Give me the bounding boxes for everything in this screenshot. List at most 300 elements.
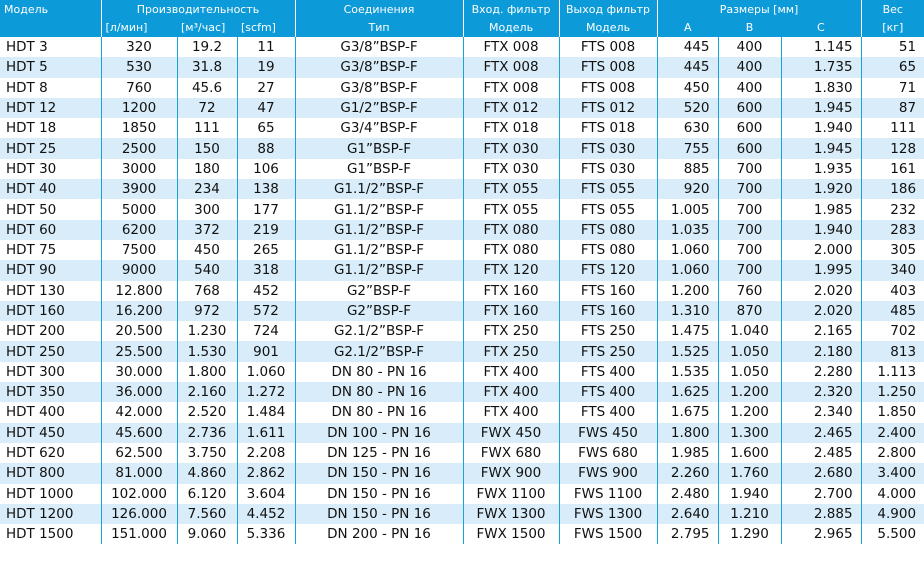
cell-outlet-filter: FTS 080 — [559, 220, 657, 240]
cell-flow-m3h: 1.230 — [177, 321, 237, 341]
cell-flow-scfm: 1.272 — [237, 382, 295, 402]
cell-dim-c: 1.935 — [781, 159, 861, 179]
cell-outlet-filter: FTS 160 — [559, 301, 657, 321]
cell-flow-m3h: 2.736 — [177, 423, 237, 443]
cell-flow-lmin: 3000 — [101, 159, 177, 179]
cell-dim-c: 2.965 — [781, 524, 861, 544]
cell-dim-c: 1.830 — [781, 78, 861, 98]
table-row — [0, 423, 924, 443]
col-subheader-inlet-model: Модель — [463, 19, 559, 37]
cell-model: HDT 18 — [0, 118, 101, 138]
cell-flow-scfm: 219 — [237, 220, 295, 240]
cell-dim-a: 920 — [657, 179, 718, 199]
table-row — [0, 463, 924, 483]
cell-flow-scfm: 1.060 — [237, 362, 295, 382]
table-row — [0, 281, 924, 301]
cell-model: HDT 160 — [0, 301, 101, 321]
cell-outlet-filter: FTS 400 — [559, 362, 657, 382]
cell-dim-a: 2.260 — [657, 463, 718, 483]
cell-weight: 186 — [861, 179, 924, 199]
cell-connection: G1”BSP-F — [295, 159, 463, 179]
cell-connection: G2.1/2”BSP-F — [295, 321, 463, 341]
cell-dim-c: 1.985 — [781, 199, 861, 219]
cell-connection: G1.1/2”BSP-F — [295, 179, 463, 199]
cell-dim-b: 1.760 — [718, 463, 781, 483]
cell-flow-lmin: 102.000 — [101, 484, 177, 504]
cell-outlet-filter: FWS 1500 — [559, 524, 657, 544]
cell-inlet-filter: FTX 008 — [463, 37, 559, 57]
cell-flow-m3h: 300 — [177, 199, 237, 219]
cell-flow-lmin: 25.500 — [101, 341, 177, 361]
cell-dim-c: 1.735 — [781, 57, 861, 77]
cell-connection: DN 150 - PN 16 — [295, 463, 463, 483]
cell-model: HDT 130 — [0, 281, 101, 301]
cell-connection: G3/8”BSP-F — [295, 57, 463, 77]
cell-dim-c: 1.995 — [781, 260, 861, 280]
cell-model: HDT 620 — [0, 443, 101, 463]
cell-flow-m3h: 72 — [177, 98, 237, 118]
cell-dim-a: 1.985 — [657, 443, 718, 463]
cell-inlet-filter: FTX 008 — [463, 78, 559, 98]
cell-weight: 403 — [861, 281, 924, 301]
cell-outlet-filter: FTS 055 — [559, 199, 657, 219]
cell-dim-c: 1.940 — [781, 220, 861, 240]
cell-weight: 3.400 — [861, 463, 924, 483]
cell-dim-a: 1.200 — [657, 281, 718, 301]
cell-flow-scfm: 265 — [237, 240, 295, 260]
cell-flow-lmin: 6200 — [101, 220, 177, 240]
cell-flow-m3h: 180 — [177, 159, 237, 179]
cell-weight: 128 — [861, 138, 924, 158]
col-subheader-dim-c: C — [781, 19, 861, 37]
cell-weight: 485 — [861, 301, 924, 321]
cell-connection: DN 200 - PN 16 — [295, 524, 463, 544]
cell-connection: G3/8”BSP-F — [295, 78, 463, 98]
cell-weight: 232 — [861, 199, 924, 219]
col-header-weight: Вес — [861, 0, 924, 19]
cell-outlet-filter: FTS 120 — [559, 260, 657, 280]
cell-connection: DN 80 - PN 16 — [295, 382, 463, 402]
cell-connection: DN 100 - PN 16 — [295, 423, 463, 443]
cell-outlet-filter: FTS 008 — [559, 57, 657, 77]
cell-inlet-filter: FWX 1500 — [463, 524, 559, 544]
cell-flow-m3h: 150 — [177, 138, 237, 158]
table-row — [0, 260, 924, 280]
cell-dim-b: 1.200 — [718, 402, 781, 422]
cell-model: HDT 75 — [0, 240, 101, 260]
col-header-model: Модель — [0, 0, 101, 19]
cell-dim-b: 700 — [718, 159, 781, 179]
cell-outlet-filter: FTS 160 — [559, 281, 657, 301]
cell-model: HDT 50 — [0, 199, 101, 219]
cell-flow-lmin: 2500 — [101, 138, 177, 158]
cell-dim-b: 600 — [718, 98, 781, 118]
cell-dim-c: 2.340 — [781, 402, 861, 422]
cell-inlet-filter: FTX 008 — [463, 57, 559, 77]
cell-dim-c: 2.000 — [781, 240, 861, 260]
col-header-dimensions: Размеры [мм] — [657, 0, 861, 19]
cell-inlet-filter: FTX 018 — [463, 118, 559, 138]
cell-connection: DN 80 - PN 16 — [295, 402, 463, 422]
cell-dim-a: 520 — [657, 98, 718, 118]
cell-flow-scfm: 901 — [237, 341, 295, 361]
cell-dim-b: 600 — [718, 138, 781, 158]
cell-inlet-filter: FWX 1300 — [463, 504, 559, 524]
cell-dim-b: 400 — [718, 37, 781, 57]
cell-model: HDT 450 — [0, 423, 101, 443]
cell-flow-scfm: 106 — [237, 159, 295, 179]
cell-dim-a: 885 — [657, 159, 718, 179]
cell-inlet-filter: FTX 160 — [463, 301, 559, 321]
table-row — [0, 362, 924, 382]
cell-model: HDT 90 — [0, 260, 101, 280]
table-row — [0, 118, 924, 138]
cell-flow-lmin: 45.600 — [101, 423, 177, 443]
cell-flow-scfm: 724 — [237, 321, 295, 341]
cell-weight: 1.850 — [861, 402, 924, 422]
cell-flow-lmin: 62.500 — [101, 443, 177, 463]
cell-flow-lmin: 7500 — [101, 240, 177, 260]
cell-weight: 283 — [861, 220, 924, 240]
cell-weight: 65 — [861, 57, 924, 77]
cell-weight: 2.800 — [861, 443, 924, 463]
cell-flow-lmin: 1200 — [101, 98, 177, 118]
cell-model: HDT 8 — [0, 78, 101, 98]
cell-model: HDT 30 — [0, 159, 101, 179]
cell-outlet-filter: FTS 250 — [559, 341, 657, 361]
cell-dim-b: 700 — [718, 260, 781, 280]
table-row — [0, 98, 924, 118]
cell-connection: G1/2”BSP-F — [295, 98, 463, 118]
cell-flow-lmin: 36.000 — [101, 382, 177, 402]
cell-flow-lmin: 530 — [101, 57, 177, 77]
cell-flow-m3h: 6.120 — [177, 484, 237, 504]
cell-weight: 2.400 — [861, 423, 924, 443]
cell-dim-b: 600 — [718, 118, 781, 138]
cell-inlet-filter: FTX 080 — [463, 240, 559, 260]
cell-dim-b: 1.290 — [718, 524, 781, 544]
cell-outlet-filter: FTS 250 — [559, 321, 657, 341]
cell-inlet-filter: FTX 055 — [463, 179, 559, 199]
col-header-inlet-filter: Вход. фильтр — [463, 0, 559, 19]
cell-dim-b: 1.210 — [718, 504, 781, 524]
cell-dim-b: 400 — [718, 57, 781, 77]
cell-connection: DN 150 - PN 16 — [295, 504, 463, 524]
cell-dim-c: 1.945 — [781, 138, 861, 158]
cell-connection: DN 125 - PN 16 — [295, 443, 463, 463]
cell-outlet-filter: FTS 030 — [559, 138, 657, 158]
cell-weight: 305 — [861, 240, 924, 260]
table-row — [0, 37, 924, 57]
cell-dim-c: 1.920 — [781, 179, 861, 199]
cell-flow-m3h: 768 — [177, 281, 237, 301]
table-row — [0, 301, 924, 321]
cell-flow-scfm: 138 — [237, 179, 295, 199]
cell-flow-m3h: 1.800 — [177, 362, 237, 382]
cell-dim-a: 1.005 — [657, 199, 718, 219]
table-row — [0, 321, 924, 341]
cell-flow-lmin: 30.000 — [101, 362, 177, 382]
cell-dim-b: 700 — [718, 179, 781, 199]
cell-flow-scfm: 572 — [237, 301, 295, 321]
cell-flow-scfm: 4.452 — [237, 504, 295, 524]
cell-inlet-filter: FTX 250 — [463, 341, 559, 361]
cell-inlet-filter: FTX 400 — [463, 362, 559, 382]
cell-flow-lmin: 20.500 — [101, 321, 177, 341]
cell-dim-c: 2.485 — [781, 443, 861, 463]
cell-flow-m3h: 111 — [177, 118, 237, 138]
cell-model: HDT 1500 — [0, 524, 101, 544]
cell-connection: G1.1/2”BSP-F — [295, 199, 463, 219]
cell-connection: G2”BSP-F — [295, 281, 463, 301]
cell-outlet-filter: FWS 450 — [559, 423, 657, 443]
cell-flow-scfm: 2.208 — [237, 443, 295, 463]
cell-dim-c: 2.165 — [781, 321, 861, 341]
cell-dim-c: 2.680 — [781, 463, 861, 483]
cell-connection: G3/8”BSP-F — [295, 37, 463, 57]
cell-connection: G2”BSP-F — [295, 301, 463, 321]
cell-dim-c: 2.180 — [781, 341, 861, 361]
col-subheader-kg: [кг] — [861, 19, 924, 37]
cell-model: HDT 40 — [0, 179, 101, 199]
cell-flow-m3h: 4.860 — [177, 463, 237, 483]
cell-dim-a: 1.310 — [657, 301, 718, 321]
cell-dim-a: 445 — [657, 57, 718, 77]
cell-inlet-filter: FTX 030 — [463, 138, 559, 158]
cell-flow-m3h: 9.060 — [177, 524, 237, 544]
cell-inlet-filter: FTX 160 — [463, 281, 559, 301]
cell-outlet-filter: FTS 055 — [559, 179, 657, 199]
cell-dim-a: 1.625 — [657, 382, 718, 402]
cell-flow-scfm: 88 — [237, 138, 295, 158]
col-subheader-lmin: [л/мин] — [101, 19, 177, 37]
table-row — [0, 159, 924, 179]
cell-flow-lmin: 3900 — [101, 179, 177, 199]
table-row — [0, 504, 924, 524]
col-subheader-model — [0, 19, 101, 37]
cell-flow-scfm: 65 — [237, 118, 295, 138]
cell-dim-c: 2.885 — [781, 504, 861, 524]
cell-dim-c: 2.020 — [781, 301, 861, 321]
cell-dim-b: 870 — [718, 301, 781, 321]
cell-inlet-filter: FWX 680 — [463, 443, 559, 463]
cell-dim-c: 1.945 — [781, 98, 861, 118]
cell-dim-c: 2.700 — [781, 484, 861, 504]
cell-inlet-filter: FTX 250 — [463, 321, 559, 341]
cell-flow-m3h: 972 — [177, 301, 237, 321]
cell-flow-m3h: 31.8 — [177, 57, 237, 77]
cell-flow-scfm: 27 — [237, 78, 295, 98]
cell-dim-b: 700 — [718, 199, 781, 219]
cell-inlet-filter: FWX 1100 — [463, 484, 559, 504]
cell-weight: 5.500 — [861, 524, 924, 544]
cell-connection: G1.1/2”BSP-F — [295, 220, 463, 240]
cell-flow-scfm: 177 — [237, 199, 295, 219]
cell-flow-lmin: 151.000 — [101, 524, 177, 544]
cell-flow-m3h: 2.160 — [177, 382, 237, 402]
col-subheader-scfm: [scfm] — [237, 19, 295, 37]
cell-inlet-filter: FTX 055 — [463, 199, 559, 219]
cell-flow-lmin: 5000 — [101, 199, 177, 219]
cell-flow-scfm: 47 — [237, 98, 295, 118]
table-row — [0, 524, 924, 544]
cell-dim-b: 1.600 — [718, 443, 781, 463]
cell-connection: G2.1/2”BSP-F — [295, 341, 463, 361]
cell-dim-c: 2.280 — [781, 362, 861, 382]
col-header-outlet-filter: Выход фильтр — [559, 0, 657, 19]
table-header — [0, 0, 924, 37]
cell-flow-lmin: 320 — [101, 37, 177, 57]
cell-dim-a: 1.800 — [657, 423, 718, 443]
header-row-main — [0, 0, 924, 19]
cell-dim-b: 760 — [718, 281, 781, 301]
cell-outlet-filter: FTS 400 — [559, 382, 657, 402]
table-row — [0, 138, 924, 158]
cell-flow-scfm: 452 — [237, 281, 295, 301]
table-body — [0, 37, 924, 544]
cell-flow-lmin: 9000 — [101, 260, 177, 280]
cell-model: HDT 12 — [0, 98, 101, 118]
cell-flow-lmin: 81.000 — [101, 463, 177, 483]
cell-model: HDT 3 — [0, 37, 101, 57]
table-row — [0, 341, 924, 361]
table-row — [0, 484, 924, 504]
cell-dim-b: 1.300 — [718, 423, 781, 443]
cell-outlet-filter: FTS 030 — [559, 159, 657, 179]
cell-outlet-filter: FTS 012 — [559, 98, 657, 118]
cell-dim-c: 2.465 — [781, 423, 861, 443]
cell-outlet-filter: FTS 080 — [559, 240, 657, 260]
cell-outlet-filter: FWS 1300 — [559, 504, 657, 524]
cell-dim-a: 1.475 — [657, 321, 718, 341]
cell-dim-a: 445 — [657, 37, 718, 57]
cell-weight: 4.900 — [861, 504, 924, 524]
cell-flow-scfm: 1.484 — [237, 402, 295, 422]
cell-dim-b: 700 — [718, 240, 781, 260]
cell-model: HDT 800 — [0, 463, 101, 483]
cell-model: HDT 300 — [0, 362, 101, 382]
cell-flow-m3h: 3.750 — [177, 443, 237, 463]
table-row — [0, 402, 924, 422]
cell-outlet-filter: FWS 900 — [559, 463, 657, 483]
cell-flow-m3h: 19.2 — [177, 37, 237, 57]
col-subheader-m3h: [м³/час] — [177, 19, 237, 37]
table-row — [0, 240, 924, 260]
cell-dim-a: 1.035 — [657, 220, 718, 240]
cell-dim-a: 1.060 — [657, 240, 718, 260]
table-row — [0, 179, 924, 199]
cell-connection: G1”BSP-F — [295, 138, 463, 158]
cell-dim-b: 1.940 — [718, 484, 781, 504]
cell-dim-a: 755 — [657, 138, 718, 158]
cell-outlet-filter: FTS 018 — [559, 118, 657, 138]
cell-weight: 71 — [861, 78, 924, 98]
cell-model: HDT 5 — [0, 57, 101, 77]
cell-flow-scfm: 11 — [237, 37, 295, 57]
cell-dim-b: 1.200 — [718, 382, 781, 402]
cell-weight: 340 — [861, 260, 924, 280]
cell-dim-c: 2.320 — [781, 382, 861, 402]
cell-flow-m3h: 2.520 — [177, 402, 237, 422]
cell-flow-scfm: 3.604 — [237, 484, 295, 504]
cell-dim-c: 1.145 — [781, 37, 861, 57]
cell-dim-b: 1.040 — [718, 321, 781, 341]
cell-flow-lmin: 126.000 — [101, 504, 177, 524]
cell-flow-scfm: 2.862 — [237, 463, 295, 483]
cell-weight: 702 — [861, 321, 924, 341]
cell-dim-a: 1.060 — [657, 260, 718, 280]
table-row — [0, 57, 924, 77]
cell-flow-m3h: 372 — [177, 220, 237, 240]
cell-weight: 51 — [861, 37, 924, 57]
cell-inlet-filter: FTX 120 — [463, 260, 559, 280]
cell-inlet-filter: FTX 400 — [463, 382, 559, 402]
cell-model: HDT 1000 — [0, 484, 101, 504]
cell-model: HDT 250 — [0, 341, 101, 361]
cell-model: HDT 25 — [0, 138, 101, 158]
cell-connection: G1.1/2”BSP-F — [295, 240, 463, 260]
cell-inlet-filter: FTX 400 — [463, 402, 559, 422]
cell-model: HDT 1200 — [0, 504, 101, 524]
cell-dim-b: 400 — [718, 78, 781, 98]
cell-flow-lmin: 42.000 — [101, 402, 177, 422]
cell-dim-a: 1.675 — [657, 402, 718, 422]
cell-connection: DN 150 - PN 16 — [295, 484, 463, 504]
cell-flow-lmin: 1850 — [101, 118, 177, 138]
cell-flow-m3h: 234 — [177, 179, 237, 199]
cell-dim-a: 450 — [657, 78, 718, 98]
cell-outlet-filter: FTS 008 — [559, 37, 657, 57]
table-row — [0, 78, 924, 98]
cell-inlet-filter: FTX 012 — [463, 98, 559, 118]
cell-dim-b: 1.050 — [718, 341, 781, 361]
cell-outlet-filter: FTS 008 — [559, 78, 657, 98]
table-row — [0, 199, 924, 219]
cell-inlet-filter: FWX 900 — [463, 463, 559, 483]
cell-dim-b: 700 — [718, 220, 781, 240]
cell-weight: 161 — [861, 159, 924, 179]
cell-weight: 4.000 — [861, 484, 924, 504]
cell-dim-c: 2.020 — [781, 281, 861, 301]
cell-model: HDT 200 — [0, 321, 101, 341]
table-row — [0, 443, 924, 463]
cell-flow-scfm: 318 — [237, 260, 295, 280]
cell-dim-a: 2.480 — [657, 484, 718, 504]
cell-flow-m3h: 540 — [177, 260, 237, 280]
cell-model: HDT 350 — [0, 382, 101, 402]
cell-flow-m3h: 450 — [177, 240, 237, 260]
cell-flow-lmin: 12.800 — [101, 281, 177, 301]
cell-outlet-filter: FWS 680 — [559, 443, 657, 463]
col-header-capacity: Производительность — [101, 0, 295, 19]
cell-dim-a: 2.795 — [657, 524, 718, 544]
cell-inlet-filter: FTX 080 — [463, 220, 559, 240]
cell-weight: 87 — [861, 98, 924, 118]
cell-dim-a: 2.640 — [657, 504, 718, 524]
col-subheader-type: Тип — [295, 19, 463, 37]
table-row — [0, 382, 924, 402]
cell-weight: 813 — [861, 341, 924, 361]
cell-dim-b: 1.050 — [718, 362, 781, 382]
cell-inlet-filter: FTX 030 — [463, 159, 559, 179]
cell-flow-scfm: 1.611 — [237, 423, 295, 443]
cell-weight: 1.250 — [861, 382, 924, 402]
header-row-sub — [0, 19, 924, 37]
cell-flow-scfm: 5.336 — [237, 524, 295, 544]
table-row — [0, 220, 924, 240]
cell-dim-c: 1.940 — [781, 118, 861, 138]
cell-flow-m3h: 1.530 — [177, 341, 237, 361]
